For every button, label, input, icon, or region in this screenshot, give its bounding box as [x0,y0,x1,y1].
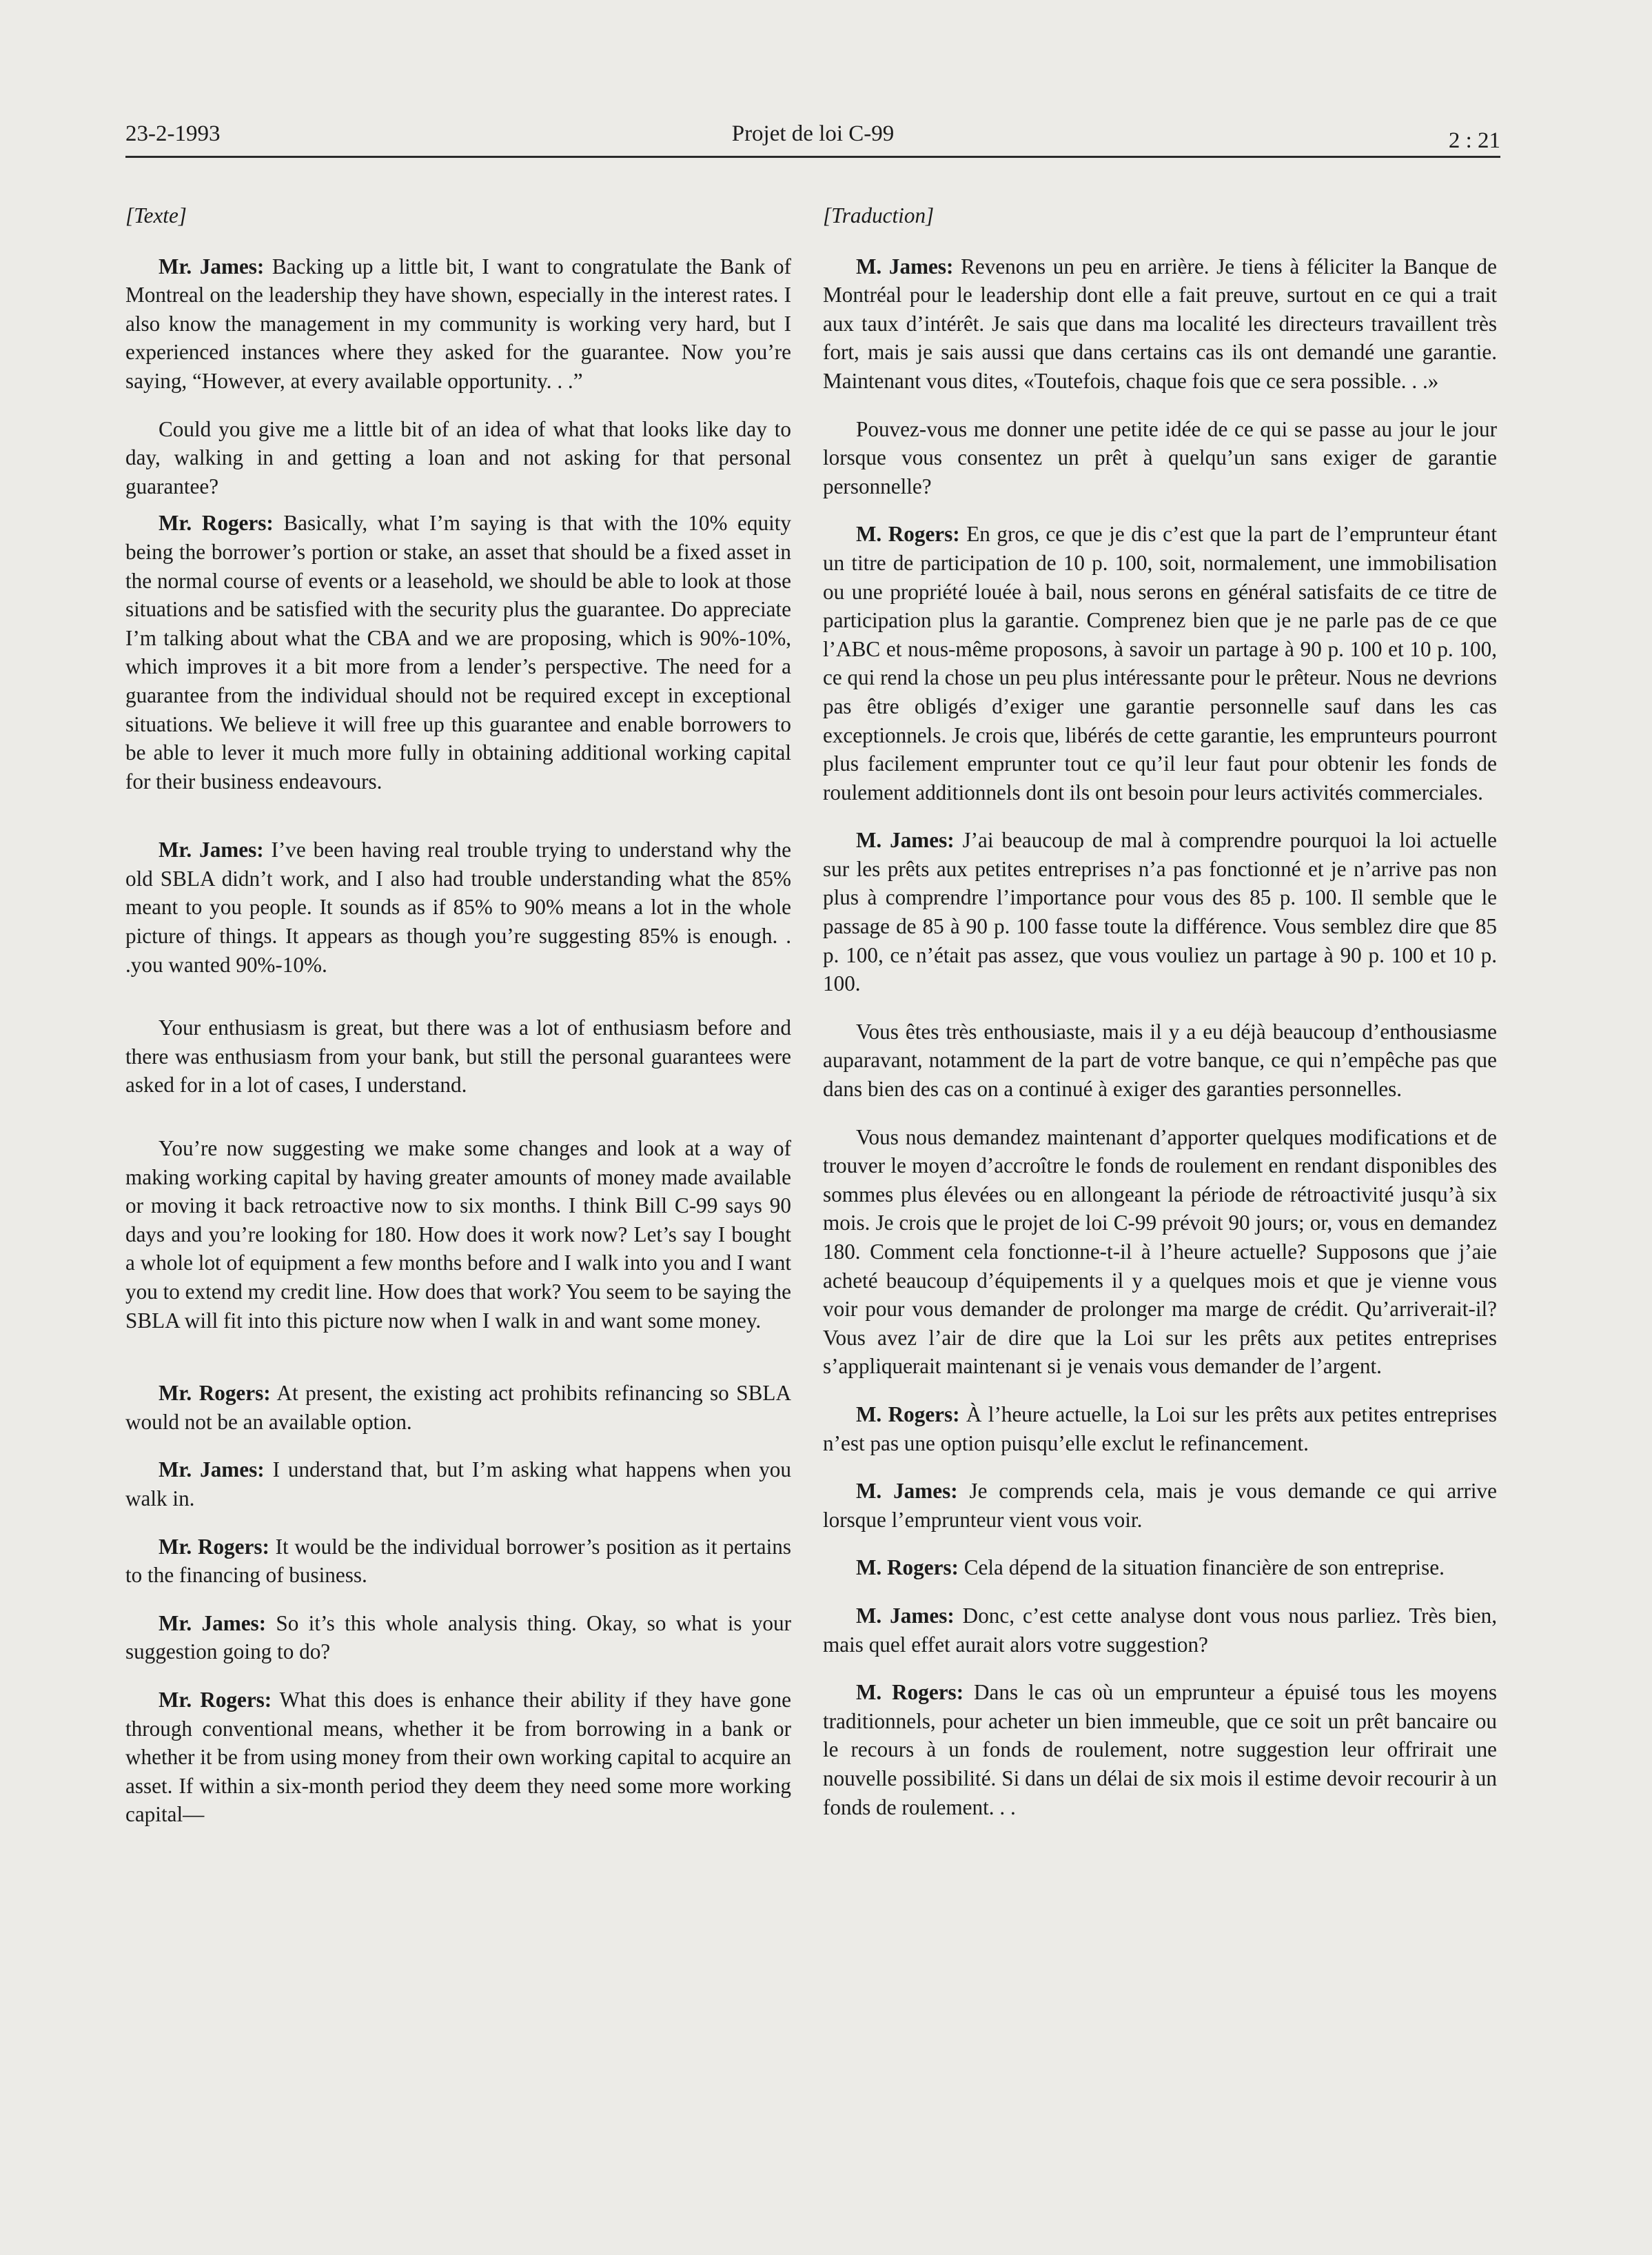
paragraph [125,1013,791,1100]
paragraph [823,520,1497,807]
paragraph-text: Backing up a little bit, I want to congratulate the Bank of Montreal on the leadership they have shown, especially in the interest rates. I also know the management in my community is working very hard, but I experienced instances where they asked for the guarantee. Now you’re saying, “However, at every available opportunity. . .” [125,254,792,393]
paragraph-text: Vous nous demandez maintenant d’apporter quelques modifications et de trouver le moyen d’accroître le fonds de roulement en rendant disponibles des sommes plus élevées ou en allongeant la période de rétroactivité jusqu’à six mois. Je crois que le projet de loi C-99 prévoit 90 jours; or, vous en demandez 180. Comment cela fonctionne-t-il à l’heure actuelle? Supposons que j’aie acheté beaucoup d’équipements il y a quelques mois et que je vienne vous voir pour vous demander de prolonger ma marge de crédit. Qu’arriverait-il? Vous avez l’air de dire que la Loi sur les prêts aux petites entreprises s’appliquerait maintenant si je venais vous demander de l’argent. [823,1124,1497,1379]
paragraph-text: What this does is enhance their ability if they have gone through conventional means, whether it be from borrowing in a bank or whether it be from using money from their own working capital to acquire an asset. If within a six-month period they deem they need some more working capital— [125,1687,791,1827]
paragraph-text: Cela dépend de la situation financière de son entreprise. [958,1555,1445,1580]
paragraph [125,1686,791,1829]
paragraph-text: Vous êtes très enthousiaste, mais il y a eu déjà beaucoup d’enthousiasme auparavant, notamment de la part de votre banque, ce qui n’empêche pas que dans bien des cas on a continué à exiger des garanties personnelles. [823,1019,1497,1102]
speaker-name: Mr. James: [159,1610,267,1635]
speaker-name: M. Rogers: [856,1555,959,1580]
header-rule [125,156,1500,158]
paragraph-text: J’ai beaucoup de mal à comprendre pourquoi la loi actuelle sur les prêts aux petites entreprises n’a pas fonctionné et je n’arrive pas non plus à comprendre l’importance pour vous des 85 p. 100. Il semble que le passage de 85 à 90 p. 100 fasse toute la différence. Vous semblez dire que 85 p. 100, ce n’était pas assez, que vous vouliez un partage à 90 p. 100 et 10 p. 100. [823,828,1497,996]
speaker-name: M. James: [856,828,955,853]
speaker-name: M. Rogers: [856,1402,960,1426]
paragraph [823,1123,1497,1381]
running-title: Projet de loi C-99 [731,121,895,146]
speaker-name: M. Rogers: [856,522,960,547]
paragraph-text: Revenons un peu en arrière. Je tiens à féliciter la Banque de Montréal pour le leadership dont elle a fait preuve, surtout en ce qui a trait aux taux d’intérêt. Je sais que dans ma localité les directeurs travaillent très fort, mais je sais aussi que dans certains cas ils ont demandé une garantie. Maintenant vous dites, «Toutefois, chaque fois que ce sera possible. . .» [823,254,1497,393]
paragraph [125,836,791,979]
paragraph [823,1400,1497,1457]
paragraph [125,509,791,796]
paragraph [823,415,1497,501]
paragraph [125,1609,791,1666]
paragraph [823,252,1497,396]
paragraph [125,252,791,396]
paragraph-text: Basically, what I’m saying is that with the 10% equity being the borrower’s portion or stake, an asset that should be a fixed asset in the normal course of events or a leasehold, we should be able to look at those situations and be satisfied with the security plus the guarantee. Do appreciate I’m talking about what the CBA and we are proposing, which is 90%-10%, which improves it a bit more from a lender’s perspective. The need for a guarantee from the individual should not be required except in exceptional situations. We believe it will free up this guarantee and enable borrowers to be able to lever it much more fully in obtaining additional working capital for their business endeavours. [125,511,791,793]
paragraph-text: À l’heure actuelle, la Loi sur les prêts aux petites entreprises n’est pas une option puisqu’elle exclut le refinancement. [823,1402,1497,1455]
speaker-name: M. James: [856,254,954,279]
paragraph [125,1134,791,1335]
speaker-name: Mr. James: [159,838,264,862]
speaker-name: Mr. James: [159,254,265,279]
paragraph [823,1477,1497,1534]
paragraph-text: Could you give me a little bit of an idea of what that looks like day to day, walking in and getting a loan and not asking for that personal guarantee? [125,416,791,498]
paragraph-text: Your enthusiasm is great, but there was a lot of enthusiasm before and there was enthusiasm from your bank, but still the personal guarantees were asked for in a lot of cases, I understand. [125,1015,791,1098]
paragraph-text: At present, the existing act prohibits refinancing so SBLA would not be an available option. [125,1381,791,1434]
paragraph-text: Dans le cas où un emprunteur a épuisé tous les moyens traditionnels, pour acheter un bien immeuble, que ce soit un prêt bancaire ou le recours à un fonds de roulement, notre suggestion leur offrirait une nouvelle possibilité. Si dans un délai de six mois il estime devoir recourir à un fonds de roulement. . . [823,1680,1497,1819]
paragraph-text: You’re now suggesting we make some changes and look at a way of making working capital by having greater amounts of money made available or moving it back retroactive now to six months. I think Bill C-99 says 90 days and you’re looking for 180. How does it work now? Let’s say I bought a whole lot of equipment a few months before and I walk into you and I want you to extend my credit line. How does that work? You seem to be saying the SBLA will fit into this picture now when I walk in and want some money. [125,1136,791,1333]
speaker-name: Mr. Rogers: [159,1534,269,1559]
page-header [125,119,1500,160]
sitting-date: 23-2-1993 [125,121,221,146]
paragraph [125,1533,791,1590]
paragraph-text: Je comprends cela, mais je vous demande ce qui arrive lorsque l’emprunteur vient vous voir. [823,1479,1497,1532]
paragraph [125,1455,791,1513]
paragraph-text: I understand that, but I’m asking what happens when you walk in. [125,1457,791,1510]
column-tag: [Traduction] [823,203,935,227]
paragraph [823,1678,1497,1821]
paragraph-text: I’ve been having real trouble trying to understand why the old SBLA didn’t work, and I also had trouble understanding what the 85% meant to you people. It sounds as if 85% to 90% means a lot in the whole picture of things. It appears as though you’re suggesting 85% is enough. . .you wanted 90%-10%. [125,838,791,977]
paragraph [125,1379,791,1436]
speaker-name: M. James: [856,1603,955,1628]
paragraph [823,1601,1497,1659]
column-tag: [Texte] [125,203,187,227]
paragraph-text: En gros, ce que je dis c’est que la part de l’emprunteur étant un titre de participation de 10 p. 100, soit, normalement, une immobilisation ou une propriété louée à bail, nous serons en général satisfaits de ce titre de participation plus la garantie. Comprenez bien que je ne parle pas de ce que l’ABC et nous-même proposons, à savoir un partage à 90 p. 100 et 10 p. 100, ce qui rend la chose un peu plus intéressante pour le prêteur. Nous ne devrions pas être obligés d’exiger une garantie personnelle sauf dans les cas exceptionnels. Je crois que, libérés de cette garantie, les emprunteurs pourront plus facilement emprunter tout ce qu’il leur faut pour obtenir les fonds de roulement additionnels dont ils ont besoin pour leurs activités commerciales. [823,522,1497,805]
speaker-name: Mr. Rogers: [159,1687,272,1712]
speaker-name: M. James: [856,1479,958,1504]
english-column [125,201,791,2008]
paragraph-text: It would be the individual borrower’s position as it pertains to the financing of business. [125,1534,791,1588]
speaker-name: M. Rogers: [856,1680,964,1705]
paragraph [125,415,791,501]
page-number: 2 : 21 [1448,128,1500,153]
paragraph-text: So it’s this whole analysis thing. Okay, so what is your suggestion going to do? [125,1610,791,1664]
paragraph-text: Pouvez-vous me donner une petite idée de ce qui se passe au jour le jour lorsque vous consentez un prêt à quelqu’un sans exiger de garantie personnelle? [823,416,1497,498]
paragraph [823,826,1497,998]
french-column [823,201,1497,2008]
speaker-name: Mr. Rogers: [159,511,274,536]
speaker-name: Mr. Rogers: [159,1381,271,1406]
paragraph [823,1553,1497,1582]
paragraph [823,1018,1497,1104]
speaker-name: Mr. James: [159,1457,265,1482]
paragraph-text: Donc, c’est cette analyse dont vous nous parliez. Très bien, mais quel effet aurait alors votre suggestion? [823,1603,1497,1657]
